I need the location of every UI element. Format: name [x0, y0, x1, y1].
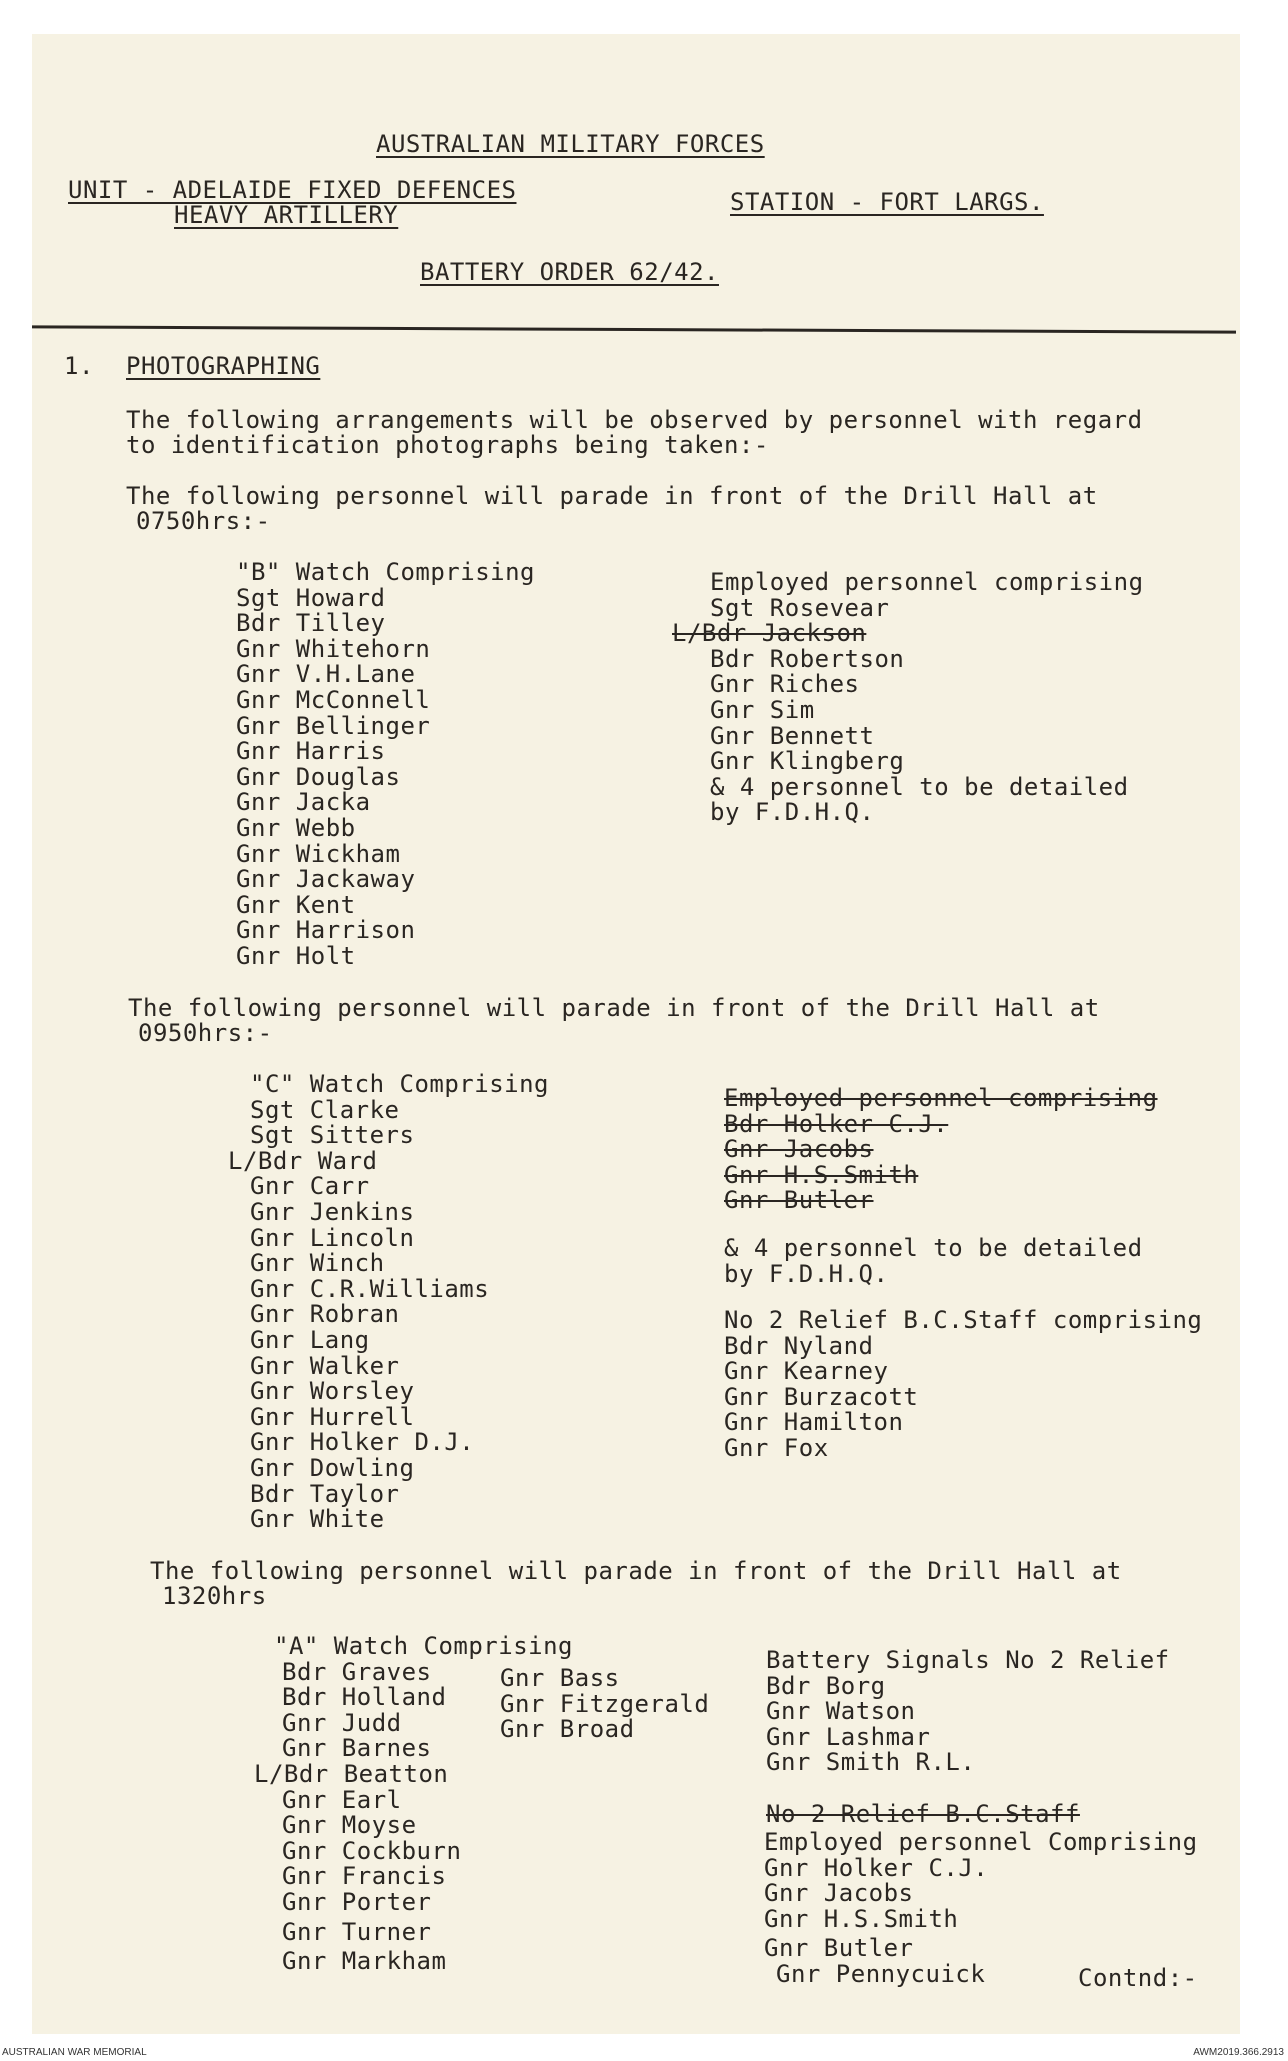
- c-watch-list: [228, 1070, 549, 1534]
- list-item: Employed personnel Comprising: [764, 1828, 1198, 1856]
- list-item: Gnr Broad: [500, 1715, 635, 1744]
- list-item: Gnr Jackaway: [236, 865, 416, 894]
- list-item: Gnr Barnes: [282, 1734, 432, 1763]
- list-item: Gnr Webb: [236, 813, 356, 842]
- list-item: Gnr Earl: [282, 1785, 402, 1814]
- section-number: 1.: [64, 352, 94, 380]
- signals-list: [766, 1648, 1170, 1776]
- list-item: Employed personnel comprising: [710, 568, 1144, 596]
- list-item: Gnr Holker C.J.: [764, 1853, 989, 1882]
- list-item: Gnr Smith R.L.: [766, 1748, 976, 1777]
- list-item: & 4 personnel to be detailed: [710, 772, 1129, 801]
- list-item: Gnr Jacka: [236, 788, 371, 817]
- list-item: Gnr Butler: [764, 1934, 914, 1963]
- list-item: Gnr Jenkins: [250, 1197, 415, 1226]
- list-item: "A" Watch Comprising: [274, 1632, 573, 1660]
- list-item: Bdr Graves: [282, 1657, 432, 1686]
- struck-list-2: [724, 1086, 1158, 1214]
- list-item: Sgt Sitters: [250, 1121, 415, 1150]
- list-item: Gnr Holt: [236, 941, 356, 970]
- list-item: Gnr Klingberg: [710, 747, 905, 776]
- list-item: by F.D.H.Q.: [710, 798, 875, 827]
- b-watch-list: [236, 560, 535, 970]
- a-watch-list-middle: [500, 1666, 709, 1743]
- list-item: Gnr V.H.Lane: [236, 660, 416, 689]
- list-item: Bdr Holland: [282, 1683, 447, 1712]
- list-item: Gnr Walker: [250, 1351, 400, 1380]
- list-item: Battery Signals No 2 Relief: [766, 1646, 1170, 1674]
- list-item: Gnr Bellinger: [236, 711, 431, 740]
- list-item: No 2 Relief B.C.Staff comprising: [724, 1306, 1203, 1334]
- list-item: L/Bdr Ward: [228, 1146, 378, 1175]
- unit-line-2: HEAVY ARTILLERY: [174, 201, 399, 229]
- list-item: Bdr Borg: [766, 1671, 886, 1700]
- list-item: & 4 personnel to be detailed: [724, 1234, 1143, 1262]
- list-item: Gnr Francis: [282, 1862, 447, 1891]
- footer-credit: AUSTRALIAN WAR MEMORIAL: [2, 2047, 147, 2058]
- bc-staff-list: [724, 1308, 1202, 1462]
- document-title: AUSTRALIAN MILITARY FORCES: [376, 130, 765, 158]
- list-item: Gnr Watson: [766, 1697, 916, 1726]
- list-item: Gnr Sim: [710, 695, 815, 724]
- parade-2-line-1: The following personnel will parade in front of the Drill Hall at: [128, 994, 1100, 1022]
- list-item: "B" Watch Comprising: [236, 558, 535, 586]
- intro-line-2: to identification photographs being taken:-: [126, 431, 769, 459]
- list-item: Gnr Carr: [250, 1172, 370, 1201]
- list-item: Gnr White: [250, 1505, 385, 1534]
- list-item-struck: Employed personnel comprising: [724, 1084, 1158, 1112]
- continued-note: Contnd:-: [1078, 1964, 1198, 1992]
- struck-heading-3: No 2 Relief B.C.Staff: [766, 1800, 1080, 1828]
- list-item: Bdr Nyland: [724, 1331, 874, 1360]
- list-item: Gnr Judd: [282, 1708, 402, 1737]
- list-item: Gnr Hurrell: [250, 1402, 415, 1431]
- list-item: Gnr Wickham: [236, 839, 401, 868]
- footer-accession: AWM2019.366.2913: [1193, 2047, 1284, 2058]
- list-item: Gnr Hamilton: [724, 1408, 904, 1437]
- list-item: L/Bdr Beatton: [254, 1759, 449, 1788]
- list-item: Gnr Worsley: [250, 1377, 415, 1406]
- list-item: Gnr Fox: [724, 1433, 829, 1462]
- employed-list-1: [672, 568, 1144, 827]
- list-item: Gnr Dowling: [250, 1453, 415, 1482]
- parade-2-time: 0950hrs:-: [138, 1019, 273, 1047]
- list-item: Sgt Rosevear: [710, 593, 890, 622]
- list-item: Gnr Douglas: [236, 762, 401, 791]
- list-item: Gnr H.S.Smith: [764, 1904, 959, 1933]
- list-item-struck: L/Bdr Jackson: [672, 619, 867, 648]
- list-item: Bdr Tilley: [236, 609, 386, 638]
- parade-1-time: 0750hrs:-: [136, 507, 271, 535]
- list-item: Gnr Bass: [500, 1664, 620, 1692]
- list-item: Gnr Cockburn: [282, 1836, 462, 1865]
- list-item: Gnr Burzacott: [724, 1382, 919, 1411]
- list-item: Gnr Jacobs: [764, 1879, 914, 1908]
- list-item: Gnr Kent: [236, 890, 356, 919]
- list-item-struck: Gnr Jacobs: [724, 1135, 874, 1164]
- list-item: Gnr Kearney: [724, 1357, 889, 1386]
- parade-1-line-1: The following personnel will parade in front of the Drill Hall at: [126, 482, 1098, 510]
- list-item: Gnr Turner: [282, 1917, 432, 1946]
- list-item: Gnr Markham: [282, 1947, 447, 1976]
- section-title: PHOTOGRAPHING: [126, 352, 321, 380]
- list-item-struck: Gnr H.S.Smith: [724, 1160, 919, 1189]
- list-item: "C" Watch Comprising: [250, 1070, 549, 1098]
- list-item: Gnr Harrison: [236, 916, 416, 945]
- list-item: Gnr Porter: [282, 1887, 432, 1916]
- list-item: Gnr Lang: [250, 1325, 370, 1354]
- list-item: Gnr Fitzgerald: [500, 1689, 710, 1718]
- list-item: Gnr McConnell: [236, 685, 431, 714]
- list-item: Bdr Taylor: [250, 1479, 400, 1508]
- unit-line: UNIT - ADELAIDE FIXED DEFENCES: [68, 176, 517, 204]
- list-item: Gnr Robran: [250, 1300, 400, 1329]
- list-item: Gnr Riches: [710, 670, 860, 699]
- station-line: STATION - FORT LARGS.: [730, 188, 1044, 216]
- list-item: Gnr Harris: [236, 737, 386, 766]
- list-item: Gnr Lashmar: [766, 1722, 931, 1751]
- list-item: Gnr Lincoln: [250, 1223, 415, 1252]
- parade-3-time: 1320hrs: [162, 1582, 267, 1610]
- list-item: by F.D.H.Q.: [724, 1259, 889, 1288]
- order-number: BATTERY ORDER 62/42.: [420, 258, 719, 286]
- list-item: Gnr Winch: [250, 1249, 385, 1278]
- parade-3-line-1: The following personnel will parade in front of the Drill Hall at: [150, 1557, 1122, 1585]
- list-item-struck: Bdr Holker C.J.: [724, 1109, 949, 1138]
- list-item: Bdr Robertson: [710, 644, 905, 673]
- detail-note-2: [724, 1236, 1143, 1287]
- list-item: Gnr Pennycuick: [776, 1959, 986, 1988]
- list-item: Gnr Bennett: [710, 721, 875, 750]
- intro-line-1: The following arrangements will be observed by personnel with regard: [126, 406, 1143, 434]
- list-item: Gnr C.R.Williams: [250, 1274, 490, 1303]
- list-item: Gnr Moyse: [282, 1811, 417, 1840]
- list-item: Gnr Holker D.J.: [250, 1428, 475, 1457]
- list-item: Sgt Howard: [236, 583, 386, 612]
- list-item-struck: Gnr Butler: [724, 1186, 874, 1215]
- list-item: Sgt Clarke: [250, 1095, 400, 1124]
- list-item: Gnr Whitehorn: [236, 634, 431, 663]
